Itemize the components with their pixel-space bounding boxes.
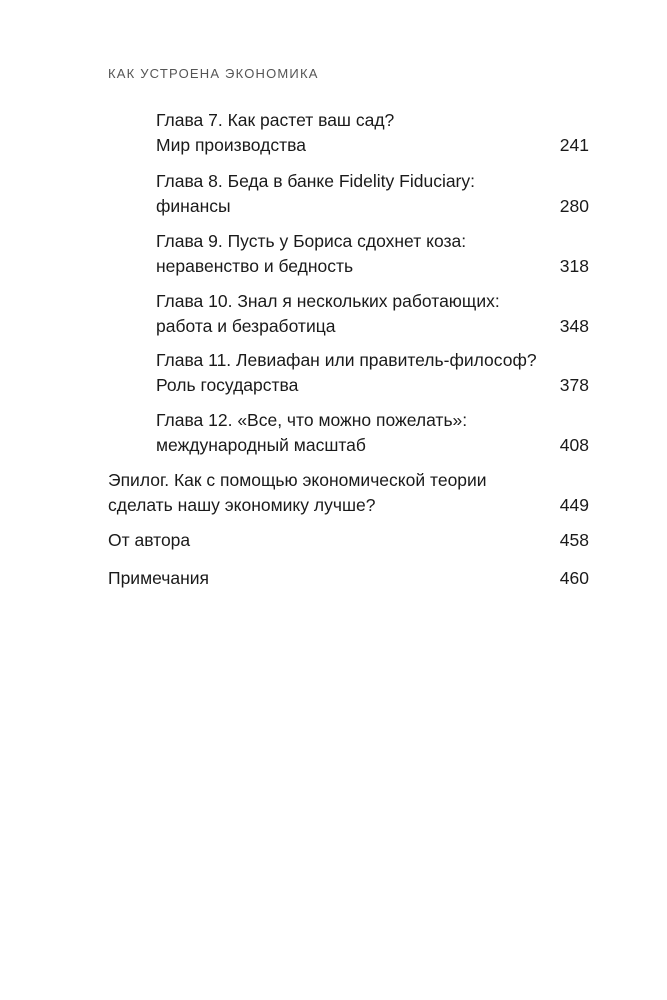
- toc-entry-title: Глава 9. Пусть у Бориса сдохнет коза:: [156, 231, 467, 251]
- toc-entry-subtitle: работа и безработица: [156, 316, 336, 336]
- toc-entry-title: Глава 11. Левиафан или правитель-философ?: [156, 350, 537, 370]
- toc-entry-chapter-8: [156, 169, 589, 219]
- toc-entry-from-author: [108, 528, 589, 553]
- toc-entry-chapter-12: [156, 408, 589, 458]
- toc-page-number: 280: [559, 196, 589, 216]
- toc-entry-chapter-7: [156, 108, 589, 158]
- running-header: КАК УСТРОЕНА ЭКОНОМИКА: [108, 66, 319, 81]
- toc-entry-chapter-9: [156, 229, 589, 279]
- toc-page-number: 449: [559, 495, 589, 515]
- toc-entry-title: Глава 7. Как растет ваш сад?: [156, 110, 395, 130]
- toc-entry-title: Эпилог. Как с помощью экономической теории: [108, 470, 487, 490]
- toc-entry-subtitle: Мир производства: [156, 135, 306, 155]
- toc-entry-subtitle: сделать нашу экономику лучше?: [108, 495, 376, 515]
- toc-page-number: 378: [559, 375, 589, 395]
- toc-entry-chapter-11: [156, 348, 589, 398]
- toc-entry-epilogue: [108, 468, 589, 518]
- toc-page-number: 318: [559, 256, 589, 276]
- toc-entry-subtitle: неравенство и бедность: [156, 256, 354, 276]
- toc-entry-title: Глава 12. «Все, что можно пожелать»:: [156, 410, 468, 430]
- toc-entry-subtitle: Роль государства: [156, 375, 299, 395]
- toc-page-number: 460: [559, 568, 589, 588]
- toc-entry-notes: [108, 566, 589, 591]
- toc-page-number: 348: [559, 316, 589, 336]
- toc-entry-subtitle: финансы: [156, 196, 231, 216]
- toc-entry-title: Примечания: [108, 568, 210, 588]
- toc-page-number: 241: [559, 135, 589, 155]
- toc-page-number: 458: [559, 530, 589, 550]
- toc-page-number: 408: [559, 435, 589, 455]
- toc-entry-subtitle: международный масштаб: [156, 435, 366, 455]
- toc-entry-chapter-10: [156, 289, 589, 339]
- toc-entry-title: От автора: [108, 530, 191, 550]
- toc-entry-title: Глава 10. Знал я нескольких работающих:: [156, 291, 500, 311]
- toc-entry-title: Глава 8. Беда в банке Fidelity Fiduciary:: [156, 171, 475, 191]
